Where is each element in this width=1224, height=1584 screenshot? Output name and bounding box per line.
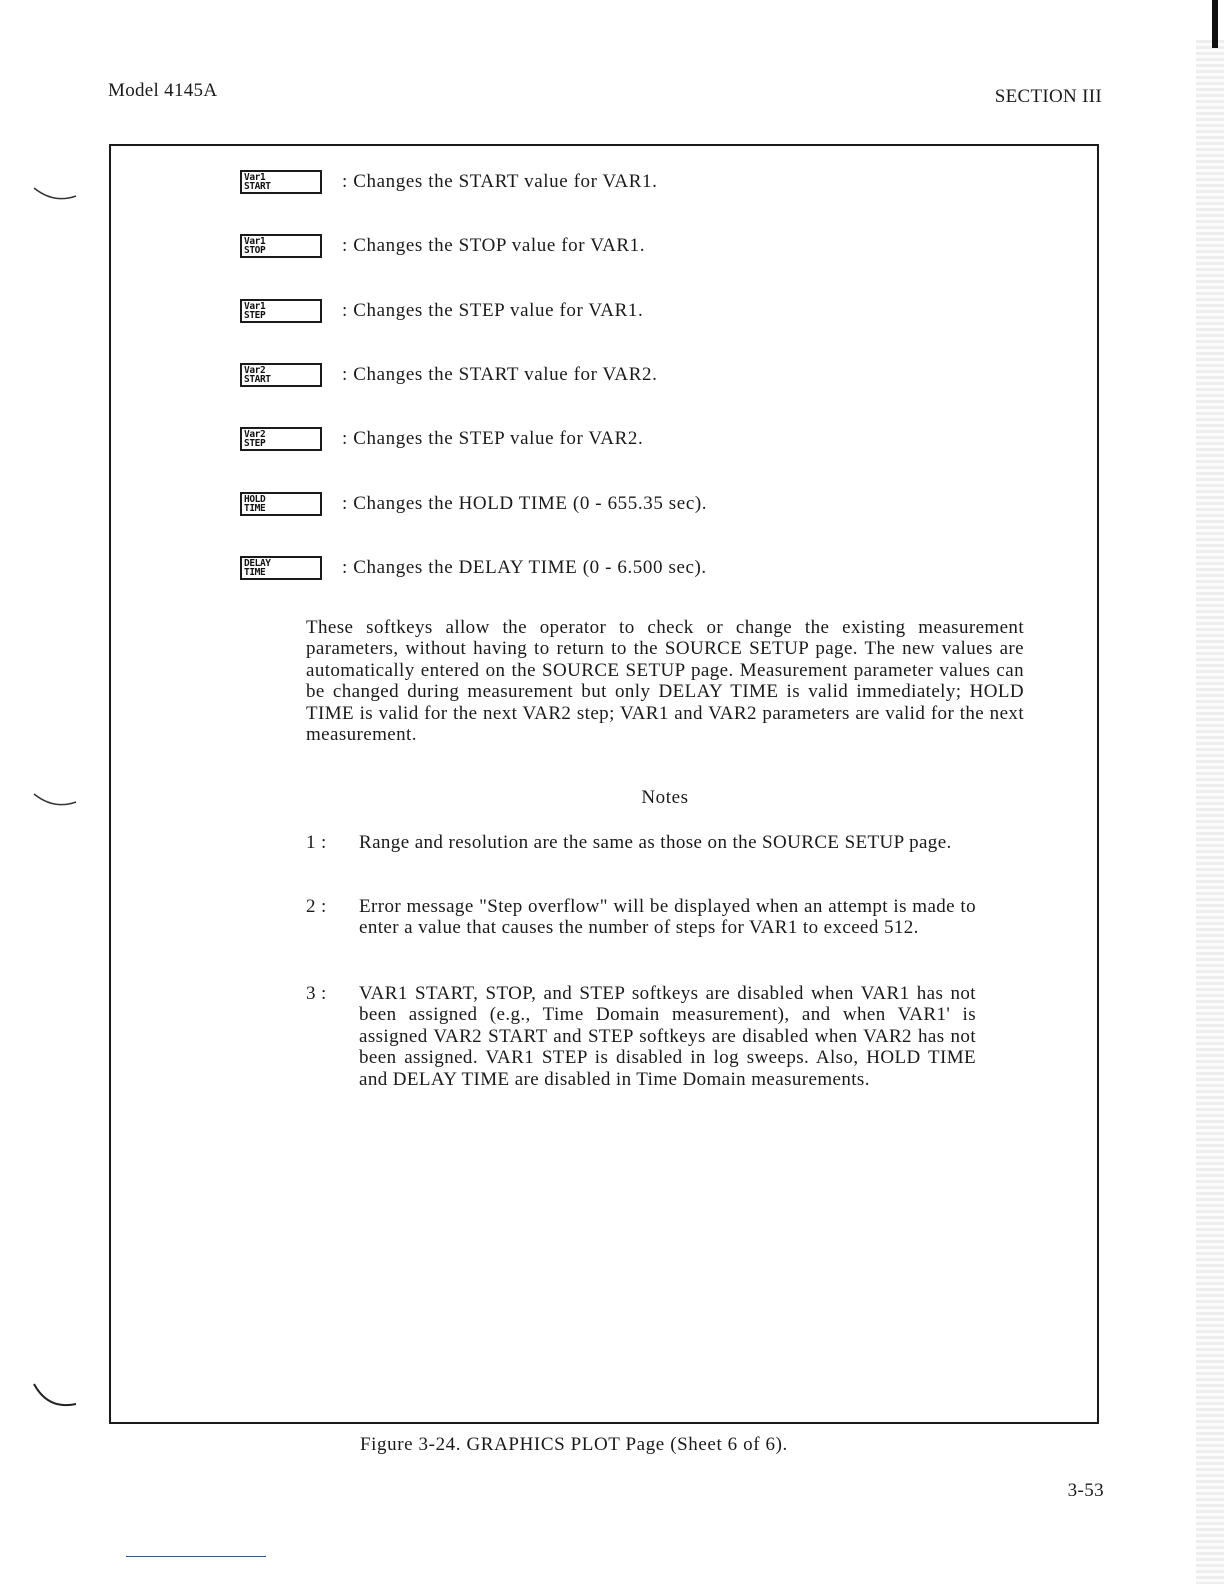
softkey-label-top: Var1	[244, 301, 266, 312]
softkey-label-bottom: START	[244, 181, 271, 192]
softkey-label-bottom: TIME	[244, 567, 266, 578]
softkey-row-var1-start	[240, 168, 657, 196]
softkey-row-var1-stop	[240, 232, 645, 260]
note-item	[306, 983, 976, 1090]
note-item	[306, 896, 976, 939]
softkey-var1-step	[240, 299, 322, 323]
softkey-var2-start	[240, 363, 322, 387]
softkey-description: : Changes the DELAY TIME (0 - 6.500 sec).	[342, 557, 707, 578]
softkey-label-bottom: STEP	[244, 438, 266, 449]
scan-edge-texture	[1196, 40, 1224, 1584]
softkey-label-top: Var2	[244, 429, 266, 440]
binder-hole-mark	[30, 1378, 78, 1418]
softkey-label-top: Var1	[244, 236, 266, 247]
softkey-description: : Changes the START value for VAR2.	[342, 364, 658, 385]
figure-frame	[109, 144, 1099, 1424]
model-header: Model 4145A	[108, 80, 218, 101]
softkey-label-bottom: STOP	[244, 245, 266, 256]
binder-hole-mark	[30, 170, 78, 210]
softkey-var1-start	[240, 170, 322, 194]
softkey-description: : Changes the HOLD TIME (0 - 655.35 sec).	[342, 493, 708, 514]
softkey-label-top: Var1	[244, 172, 266, 183]
note-item	[306, 832, 976, 853]
section-header: SECTION III	[994, 86, 1102, 107]
note-number: 1 :	[306, 832, 327, 853]
note-text: VAR1 START, STOP, and STEP softkeys are disabled when VAR1 has not been assigned (e.g., Time Domain measurement), and when VAR1' is assigned VAR2 START and STEP softkeys are disabled when VAR2 has not been assigned. VAR1 STEP is disabled in log sweeps. Also, HOLD TIME and DELAY TIME are disabled in Time Domain measurements.	[359, 983, 976, 1090]
softkey-row-var2-step	[240, 425, 643, 453]
softkey-var1-stop	[240, 234, 322, 258]
softkey-label-top: HOLD	[244, 494, 266, 505]
scan-edge-mark	[1212, 0, 1218, 48]
figure-caption: Figure 3-24. GRAPHICS PLOT Page (Sheet 6 of 6).	[360, 1434, 788, 1455]
softkey-label-bottom: START	[244, 374, 271, 385]
softkey-label-bottom: TIME	[244, 503, 266, 514]
note-number: 3 :	[306, 983, 327, 1004]
softkey-description: : Changes the STEP value for VAR2.	[342, 428, 644, 449]
softkey-description: : Changes the STEP value for VAR1.	[342, 300, 644, 321]
softkey-delay-time	[240, 556, 322, 580]
softkey-hold-time	[240, 492, 322, 516]
softkey-row-delay-time	[240, 554, 707, 582]
softkey-row-var1-step	[240, 297, 643, 325]
softkey-row-hold-time	[240, 490, 707, 518]
softkey-label-top: DELAY	[244, 558, 271, 569]
note-text: Error message "Step overflow" will be displayed when an attempt is made to enter a value that causes the number of steps for VAR1 to exceed 512.	[359, 896, 976, 939]
note-number: 2 :	[306, 896, 327, 917]
softkey-var2-step	[240, 427, 322, 451]
softkey-label-bottom: STEP	[244, 310, 266, 321]
footer-rule	[126, 1556, 266, 1557]
description-paragraph: These softkeys allow the operator to check or change the existing measurement parameters, without having to return to the SOURCE SETUP page. The new values are automatically entered on the SOURCE SETUP page. Measurement parameter values can be changed during measurement but only DELAY TIME is valid immediately; HOLD TIME is valid for the next VAR2 step; VAR1 and VAR2 parameters are valid for the next measurement.	[306, 617, 1024, 746]
softkey-row-var2-start	[240, 361, 657, 389]
page-number: 3-53	[1067, 1480, 1104, 1501]
softkey-description: : Changes the START value for VAR1.	[342, 171, 658, 192]
softkey-label-top: Var2	[244, 365, 266, 376]
softkey-description: : Changes the STOP value for VAR1.	[342, 235, 646, 256]
notes-heading: Notes	[641, 787, 689, 808]
note-text: Range and resolution are the same as those on the SOURCE SETUP page.	[359, 832, 952, 853]
